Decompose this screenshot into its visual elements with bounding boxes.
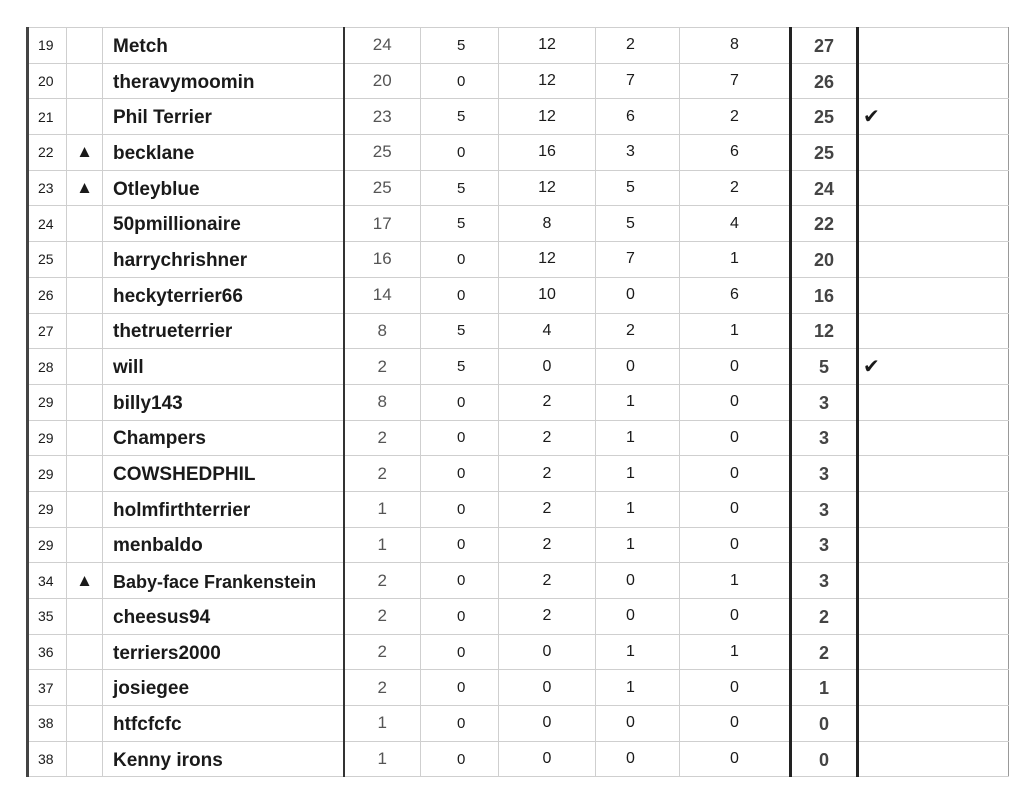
score-col-1: 16 (344, 242, 421, 278)
score-col-3: 0 (499, 741, 596, 777)
score-col-1: 2 (344, 634, 421, 670)
table-row (28, 277, 1009, 313)
score-col-1: 20 (344, 63, 421, 99)
score-col-2: 0 (421, 599, 499, 635)
score-col-3: 2 (499, 599, 596, 635)
player-name: harrychrishner (103, 242, 344, 278)
score-col-1: 2 (344, 670, 421, 706)
check-mark-icon (858, 670, 1009, 706)
score-col-2: 0 (421, 420, 499, 456)
total-points: 22 (791, 206, 858, 242)
table-row (28, 599, 1009, 635)
score-col-4: 0 (596, 599, 680, 635)
score-col-4: 5 (596, 206, 680, 242)
check-mark-icon (858, 420, 1009, 456)
score-col-4: 3 (596, 135, 680, 171)
table-row (28, 456, 1009, 492)
movement-icon (67, 206, 103, 242)
score-col-4: 1 (596, 670, 680, 706)
player-name: becklane (103, 135, 344, 171)
player-name: Champers (103, 420, 344, 456)
check-mark-icon (858, 527, 1009, 563)
position-cell: 29 (28, 420, 67, 456)
check-mark-icon (858, 277, 1009, 313)
standings-table (26, 27, 1009, 777)
position-cell: 24 (28, 206, 67, 242)
movement-icon (67, 63, 103, 99)
check-mark-icon (858, 563, 1009, 599)
total-points: 3 (791, 491, 858, 527)
score-col-4: 1 (596, 491, 680, 527)
score-col-1: 2 (344, 420, 421, 456)
player-name: Phil Terrier (103, 99, 344, 135)
movement-icon (67, 28, 103, 64)
player-name: Baby-face Frankenstein (103, 563, 344, 599)
movement-icon (67, 99, 103, 135)
table-row (28, 706, 1009, 742)
player-name: will (103, 349, 344, 385)
score-col-1: 1 (344, 527, 421, 563)
score-col-2: 0 (421, 135, 499, 171)
table-row (28, 527, 1009, 563)
player-name: cheesus94 (103, 599, 344, 635)
score-col-1: 25 (344, 135, 421, 171)
score-col-2: 0 (421, 63, 499, 99)
score-col-2: 0 (421, 741, 499, 777)
score-col-3: 2 (499, 456, 596, 492)
check-mark-icon (858, 491, 1009, 527)
score-col-5: 8 (680, 28, 791, 64)
movement-icon: ▲ (67, 563, 103, 599)
score-col-4: 7 (596, 242, 680, 278)
total-points: 12 (791, 313, 858, 349)
position-cell: 26 (28, 277, 67, 313)
score-col-4: 0 (596, 277, 680, 313)
score-col-3: 12 (499, 99, 596, 135)
score-col-4: 2 (596, 28, 680, 64)
check-mark-icon: ✔ (858, 349, 1009, 385)
score-col-1: 14 (344, 277, 421, 313)
total-points: 3 (791, 527, 858, 563)
score-col-2: 5 (421, 313, 499, 349)
score-col-5: 0 (680, 456, 791, 492)
total-points: 16 (791, 277, 858, 313)
movement-icon (67, 277, 103, 313)
player-name: menbaldo (103, 527, 344, 563)
score-col-5: 1 (680, 313, 791, 349)
table-row (28, 384, 1009, 420)
score-col-1: 8 (344, 313, 421, 349)
table-row (28, 28, 1009, 64)
player-name: Kenny irons (103, 741, 344, 777)
score-col-3: 12 (499, 170, 596, 206)
score-col-1: 25 (344, 170, 421, 206)
score-col-5: 1 (680, 634, 791, 670)
check-mark-icon (858, 206, 1009, 242)
score-col-5: 0 (680, 491, 791, 527)
movement-icon (67, 456, 103, 492)
score-col-2: 0 (421, 670, 499, 706)
score-col-5: 0 (680, 599, 791, 635)
score-col-4: 1 (596, 634, 680, 670)
score-col-2: 0 (421, 384, 499, 420)
player-name: josiegee (103, 670, 344, 706)
score-col-1: 2 (344, 599, 421, 635)
score-col-2: 0 (421, 634, 499, 670)
movement-icon (67, 313, 103, 349)
player-name: Otleyblue (103, 170, 344, 206)
check-mark-icon (858, 384, 1009, 420)
score-col-5: 0 (680, 384, 791, 420)
score-col-1: 2 (344, 456, 421, 492)
score-col-3: 2 (499, 420, 596, 456)
position-cell: 21 (28, 99, 67, 135)
score-col-2: 5 (421, 170, 499, 206)
score-col-5: 0 (680, 706, 791, 742)
score-col-2: 5 (421, 206, 499, 242)
score-col-5: 1 (680, 242, 791, 278)
total-points: 2 (791, 599, 858, 635)
score-col-1: 2 (344, 563, 421, 599)
position-cell: 35 (28, 599, 67, 635)
score-col-1: 1 (344, 741, 421, 777)
score-col-3: 8 (499, 206, 596, 242)
table-row (28, 99, 1009, 135)
total-points: 3 (791, 420, 858, 456)
score-col-2: 0 (421, 491, 499, 527)
total-points: 1 (791, 670, 858, 706)
table-row (28, 63, 1009, 99)
score-col-4: 7 (596, 63, 680, 99)
position-cell: 38 (28, 741, 67, 777)
table-row (28, 135, 1009, 171)
check-mark-icon (858, 135, 1009, 171)
score-col-1: 8 (344, 384, 421, 420)
check-mark-icon (858, 28, 1009, 64)
score-col-1: 17 (344, 206, 421, 242)
score-col-2: 0 (421, 706, 499, 742)
check-mark-icon (858, 634, 1009, 670)
score-col-2: 5 (421, 349, 499, 385)
score-col-3: 12 (499, 242, 596, 278)
total-points: 24 (791, 170, 858, 206)
movement-icon (67, 384, 103, 420)
score-col-5: 2 (680, 170, 791, 206)
table-row (28, 242, 1009, 278)
total-points: 5 (791, 349, 858, 385)
score-col-4: 1 (596, 384, 680, 420)
score-col-3: 12 (499, 28, 596, 64)
position-cell: 34 (28, 563, 67, 599)
check-mark-icon (858, 706, 1009, 742)
check-mark-icon (858, 599, 1009, 635)
table-row (28, 563, 1009, 599)
movement-icon (67, 527, 103, 563)
check-mark-icon (858, 313, 1009, 349)
position-cell: 29 (28, 384, 67, 420)
table-row (28, 170, 1009, 206)
player-name: COWSHEDPHIL (103, 456, 344, 492)
player-name: thetrueterrier (103, 313, 344, 349)
score-col-3: 2 (499, 491, 596, 527)
position-cell: 28 (28, 349, 67, 385)
position-cell: 20 (28, 63, 67, 99)
score-col-3: 12 (499, 63, 596, 99)
score-col-3: 4 (499, 313, 596, 349)
total-points: 25 (791, 99, 858, 135)
total-points: 27 (791, 28, 858, 64)
score-col-4: 0 (596, 741, 680, 777)
score-col-5: 1 (680, 563, 791, 599)
score-col-5: 7 (680, 63, 791, 99)
score-col-4: 1 (596, 527, 680, 563)
score-col-5: 0 (680, 420, 791, 456)
total-points: 3 (791, 384, 858, 420)
table-row (28, 349, 1009, 385)
score-col-2: 0 (421, 456, 499, 492)
score-col-2: 5 (421, 99, 499, 135)
score-col-3: 2 (499, 563, 596, 599)
score-col-2: 0 (421, 527, 499, 563)
player-name: htfcfcfc (103, 706, 344, 742)
position-cell: 19 (28, 28, 67, 64)
movement-icon (67, 634, 103, 670)
score-col-5: 2 (680, 99, 791, 135)
score-col-2: 5 (421, 28, 499, 64)
score-col-3: 2 (499, 384, 596, 420)
total-points: 3 (791, 563, 858, 599)
table-body (28, 28, 1009, 777)
check-mark-icon (858, 170, 1009, 206)
movement-icon: ▲ (67, 170, 103, 206)
score-col-2: 0 (421, 563, 499, 599)
check-mark-icon (858, 741, 1009, 777)
score-col-3: 0 (499, 349, 596, 385)
movement-icon (67, 349, 103, 385)
position-cell: 38 (28, 706, 67, 742)
position-cell: 25 (28, 242, 67, 278)
league-table (26, 27, 1007, 777)
check-mark-icon (858, 63, 1009, 99)
check-mark-icon: ✔ (858, 99, 1009, 135)
position-cell: 22 (28, 135, 67, 171)
player-name: theravymoomin (103, 63, 344, 99)
player-name: heckyterrier66 (103, 277, 344, 313)
movement-icon (67, 741, 103, 777)
movement-icon (67, 242, 103, 278)
table-row (28, 634, 1009, 670)
total-points: 26 (791, 63, 858, 99)
table-row (28, 420, 1009, 456)
total-points: 2 (791, 634, 858, 670)
check-mark-icon (858, 242, 1009, 278)
total-points: 0 (791, 741, 858, 777)
score-col-5: 0 (680, 349, 791, 385)
total-points: 3 (791, 456, 858, 492)
table-row (28, 741, 1009, 777)
score-col-5: 6 (680, 135, 791, 171)
table-row (28, 206, 1009, 242)
score-col-1: 1 (344, 491, 421, 527)
score-col-4: 2 (596, 313, 680, 349)
score-col-5: 0 (680, 670, 791, 706)
score-col-1: 2 (344, 349, 421, 385)
score-col-4: 1 (596, 456, 680, 492)
player-name: 50pmillionaire (103, 206, 344, 242)
score-col-1: 1 (344, 706, 421, 742)
player-name: terriers2000 (103, 634, 344, 670)
position-cell: 27 (28, 313, 67, 349)
player-name: holmfirthterrier (103, 491, 344, 527)
score-col-4: 1 (596, 420, 680, 456)
score-col-3: 2 (499, 527, 596, 563)
score-col-5: 4 (680, 206, 791, 242)
score-col-3: 0 (499, 670, 596, 706)
score-col-3: 16 (499, 135, 596, 171)
score-col-4: 0 (596, 563, 680, 599)
score-col-5: 0 (680, 741, 791, 777)
position-cell: 29 (28, 456, 67, 492)
score-col-1: 24 (344, 28, 421, 64)
movement-icon (67, 670, 103, 706)
movement-icon (67, 420, 103, 456)
score-col-5: 0 (680, 527, 791, 563)
player-name: billy143 (103, 384, 344, 420)
score-col-4: 0 (596, 349, 680, 385)
position-cell: 36 (28, 634, 67, 670)
total-points: 0 (791, 706, 858, 742)
table-row (28, 313, 1009, 349)
movement-icon (67, 491, 103, 527)
total-points: 20 (791, 242, 858, 278)
position-cell: 29 (28, 527, 67, 563)
score-col-2: 0 (421, 242, 499, 278)
movement-icon (67, 599, 103, 635)
score-col-4: 5 (596, 170, 680, 206)
score-col-3: 0 (499, 706, 596, 742)
score-col-3: 0 (499, 634, 596, 670)
score-col-2: 0 (421, 277, 499, 313)
score-col-1: 23 (344, 99, 421, 135)
movement-icon (67, 706, 103, 742)
check-mark-icon (858, 456, 1009, 492)
position-cell: 29 (28, 491, 67, 527)
position-cell: 37 (28, 670, 67, 706)
table-row (28, 670, 1009, 706)
table-row (28, 491, 1009, 527)
score-col-3: 10 (499, 277, 596, 313)
player-name: Metch (103, 28, 344, 64)
score-col-5: 6 (680, 277, 791, 313)
movement-icon: ▲ (67, 135, 103, 171)
total-points: 25 (791, 135, 858, 171)
position-cell: 23 (28, 170, 67, 206)
score-col-4: 0 (596, 706, 680, 742)
score-col-4: 6 (596, 99, 680, 135)
